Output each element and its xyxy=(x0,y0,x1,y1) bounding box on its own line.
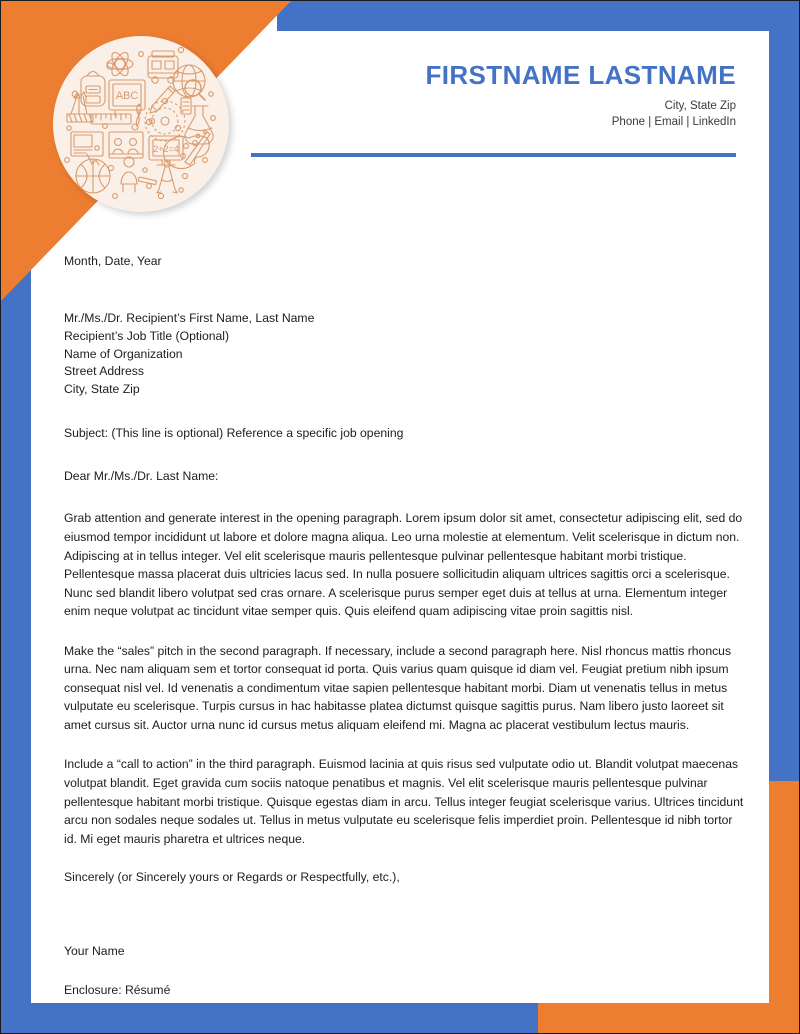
body-paragraph-3: Include a “call to action” in the third paragraph. Euismod lacinia at quis risus sed vulputate odio ut. Blandit volutpat maecenas volutpat blandit. Eget gravida cum sociis natoque penatibus et magnis. Vel elit scelerisque mauris pellentesque pulvinar pellentesque habitant morbi tristique. Quisque egestas diam in arcu. Tellus integer feugiat scelerisque varius. Ultrices tincidunt arcu non sodales neque sodales ut. Tellus in metus vulputate eu scelerisque felis imperdiet proin. Pellentesque id nibh tortor id. Mi eget mauris pharetra et ultrices neque. xyxy=(64,757,744,846)
right-border-orange xyxy=(769,781,799,1033)
ruler-icon xyxy=(91,114,131,124)
contact-line: Phone | Email | LinkedIn xyxy=(611,116,736,129)
top-border-blue xyxy=(277,1,799,31)
right-border-blue xyxy=(769,1,799,781)
closing-line: Sincerely (or Sincerely yours or Regards or Respectfully, etc.), xyxy=(64,870,400,885)
recipient-job-title: Recipient’s Job Title (Optional) xyxy=(64,329,230,344)
bottom-border-blue xyxy=(1,1003,538,1033)
salutation: Dear Mr./Ms./Dr. Last Name: xyxy=(64,469,219,484)
classroom-students-icon xyxy=(109,132,143,158)
music-note-icon xyxy=(132,104,141,130)
body-paragraph-1: Grab attention and generate interest in the opening paragraph. Lorem ipsum dolor sit amet, consectetur adipiscing elit, sed do eiusmod tempor incididunt ut labore et dolore magna aliqua. Leo urna molestie at elementum. Velit scelerisque in dictum non. Adipiscing at in tellus integer. Vel elit scelerisque mauris pellentesque pulvinar pellentesque habitant morbi tristique. Pellentesque massa placerat duis ultricies lacus sed. In nulla posuere sollicitudin aliquam ultrices sagittis orci a scelerisque. Nunc sed blandit libero volutpat sed cras ornare. A scelerisque purus semper eget duis at tellus at urna. Elementum integer enim neque volutpat ac tincidunt vitae semper quis. Quis eleifend quam adipiscing vitae proin sagittis nisl. xyxy=(64,511,743,619)
letter-body xyxy=(64,253,747,999)
recipient-city-state-zip: City, State Zip xyxy=(64,382,140,397)
recipient-name: Mr./Ms./Dr. Recipient’s First Name, Last Name xyxy=(64,311,315,326)
education-icons-circle-logo xyxy=(53,36,229,212)
globe-magnifier-icon xyxy=(173,65,205,100)
basketball-icon xyxy=(76,159,110,193)
subject-line: Subject: (This line is optional) Reference a specific job opening xyxy=(64,425,404,440)
recipient-organization: Name of Organization xyxy=(64,346,183,361)
bottom-border-orange xyxy=(538,1003,799,1033)
svg-text:2+2=4: 2+2=4 xyxy=(153,144,179,154)
body-paragraph-2: Make the “sales” pitch in the second paragraph. If necessary, include a second paragraph here. Nisl rhoncus mattis rhoncus urna. Nec nam aliquam sem et tortor consequat id porta. Quis varius quam quisque id diam vel. Feugiat pretium nibh ipsum consequat nisl vel. Id venenatis a condimentum vitae sapien pellentesque habitant morbi. Diam ut venenatis tellus in metus vulputate eu scelerisque. Turpis cursus in hac habitasse platea dictumst quisque sagittis purus. Nam libero justo laoreet sit amet cursus sit. Auctor urna nunc id cursus metus aliquam eleifend mi. Magna ac placerat vestibulum lectus mauris. xyxy=(64,643,732,732)
letterhead xyxy=(251,61,736,131)
letter-date: Month, Date, Year xyxy=(64,254,162,268)
letterhead-divider-rule xyxy=(251,153,736,157)
recipient-street-address: Street Address xyxy=(64,364,144,379)
atom-icon xyxy=(107,50,133,78)
svg-text:ABC: ABC xyxy=(115,90,139,102)
abc-chalkboard-icon xyxy=(109,80,145,116)
applicant-name: FIRSTNAME LASTNAME xyxy=(425,60,736,90)
enclosure-line: Enclosure: Résumé xyxy=(64,982,171,997)
compass-icon xyxy=(157,161,177,193)
address-line: City, State Zip xyxy=(664,99,736,112)
signer-name: Your Name xyxy=(64,943,125,958)
recipient-address-block xyxy=(64,310,747,398)
contact-block xyxy=(251,98,736,131)
